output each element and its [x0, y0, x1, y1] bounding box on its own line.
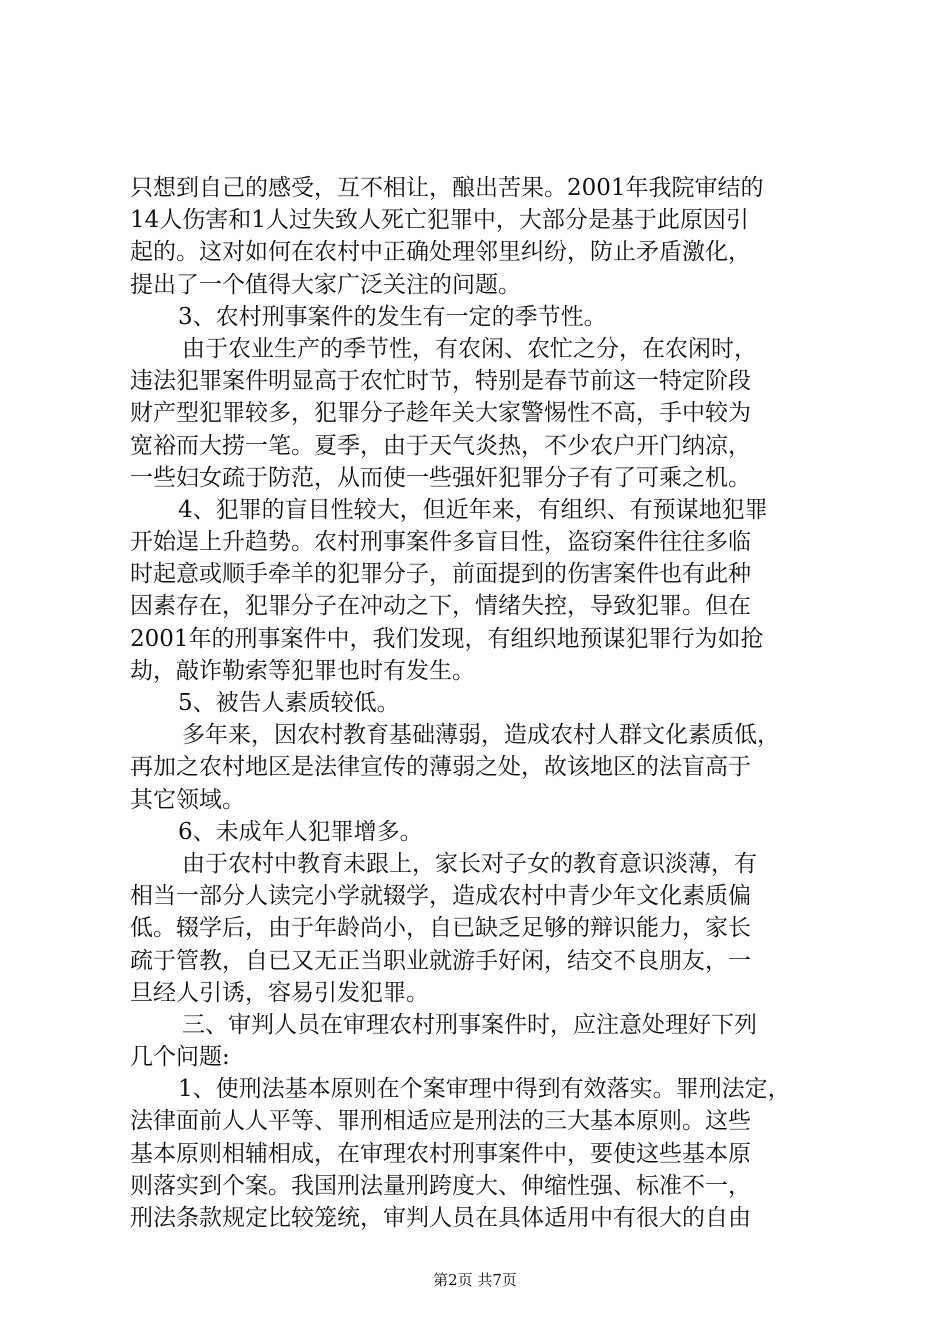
text-line: 由于农业生产的季节性，有农闲、农忙之分，在农闲时，: [182, 335, 757, 362]
text-line: 多年来，因农村教育基础薄弱，造成农村人群文化素质低，: [182, 722, 780, 749]
text-line: 1、使刑法基本原则在个案审理中得到有效落实。罪刑法定，: [178, 1076, 791, 1103]
page-footer: 第2页 共7页: [433, 1271, 517, 1289]
text-line: 疏于管教，自已又无正当职业就游手好闲，结交不良朋友，一: [130, 947, 751, 974]
document-body: [130, 172, 850, 1234]
text-line: 宽裕而大捞一笔。夏季，由于天气炎热，不少农户开门纳凉，: [130, 432, 751, 459]
text-line: 劫，敲诈勒索等犯罪也时有发生。: [130, 657, 475, 684]
text-line: 时起意或顺手牵羊的犯罪分子，前面提到的伤害案件也有此种: [130, 561, 751, 588]
text-line: 刑法条款规定比较笼统，审判人员在具体适用中有很大的自由: [130, 1205, 751, 1231]
text-line: 财产型犯罪较多，犯罪分子趁年关大家警惕性不高，手中较为: [130, 400, 751, 427]
text-line: 6、未成年人犯罪增多。: [178, 818, 423, 845]
text-line: 几个问题:: [130, 1044, 230, 1071]
text-line: 14人伤害和1人过失致人死亡犯罪中，大部分是基于此原因引: [130, 207, 749, 234]
text-line: 相当一部分人读完小学就辍学，造成农村中青少年文化素质偏: [130, 883, 751, 910]
text-line: 基本原则相辅相成，在审理农村刑事案件中，要使这些基本原: [130, 1140, 751, 1167]
text-line: 法律面前人人平等、罪刑相适应是刑法的三大基本原则。这些: [130, 1108, 751, 1135]
text-line: 起的。这对如何在农村中正确处理邻里纠纷，防止矛盾激化，: [130, 239, 751, 266]
text-line: 2001年的刑事案件中，我们发现，有组织地预谋犯罪行为如抢: [130, 625, 764, 652]
text-line: 只想到自己的感受，互不相让，酿出苦果。2001年我院审结的: [130, 175, 764, 201]
text-line: 则落实到个案。我国刑法量刑跨度大、伸缩性强、标准不一，: [130, 1172, 751, 1199]
text-line: 旦经人引诱，容易引发犯罪。: [130, 979, 429, 1006]
text-line: 一些妇女疏于防范，从而使一些强奸犯罪分子有了可乘之机。: [130, 464, 751, 491]
text-line: 4、犯罪的盲目性较大，但近年来，有组织、有预谋地犯罪: [178, 496, 768, 523]
text-line: 因素存在，犯罪分子在冲动之下，情绪失控，导致犯罪。但在: [130, 593, 751, 620]
text-line: 由于农村中教育未跟上，家长对子女的教育意识淡薄，有: [182, 850, 757, 877]
text-line: 其它领域。: [130, 786, 245, 813]
text-line: 低。辍学后，由于年龄尚小，自已缺乏足够的辩识能力，家长: [130, 915, 751, 942]
text-line: 再加之农村地区是法律宣传的薄弱之处，故该地区的法盲高于: [130, 754, 751, 781]
text-line: 违法犯罪案件明显高于农忙时节，特别是春节前这一特定阶段: [130, 368, 751, 395]
text-line: 三、审判人员在审理农村刑事案件时，应注意处理好下列: [182, 1011, 757, 1038]
text-line: 开始逞上升趋势。农村刑事案件多盲目性，盗窃案件往往多临: [130, 529, 751, 556]
text-line: 5、被告人素质较低。: [178, 690, 400, 716]
text-line: 3、农村刑事案件的发生有一定的季节性。: [178, 303, 607, 330]
text-line: 提出了一个值得大家广泛关注的问题。: [130, 271, 521, 298]
